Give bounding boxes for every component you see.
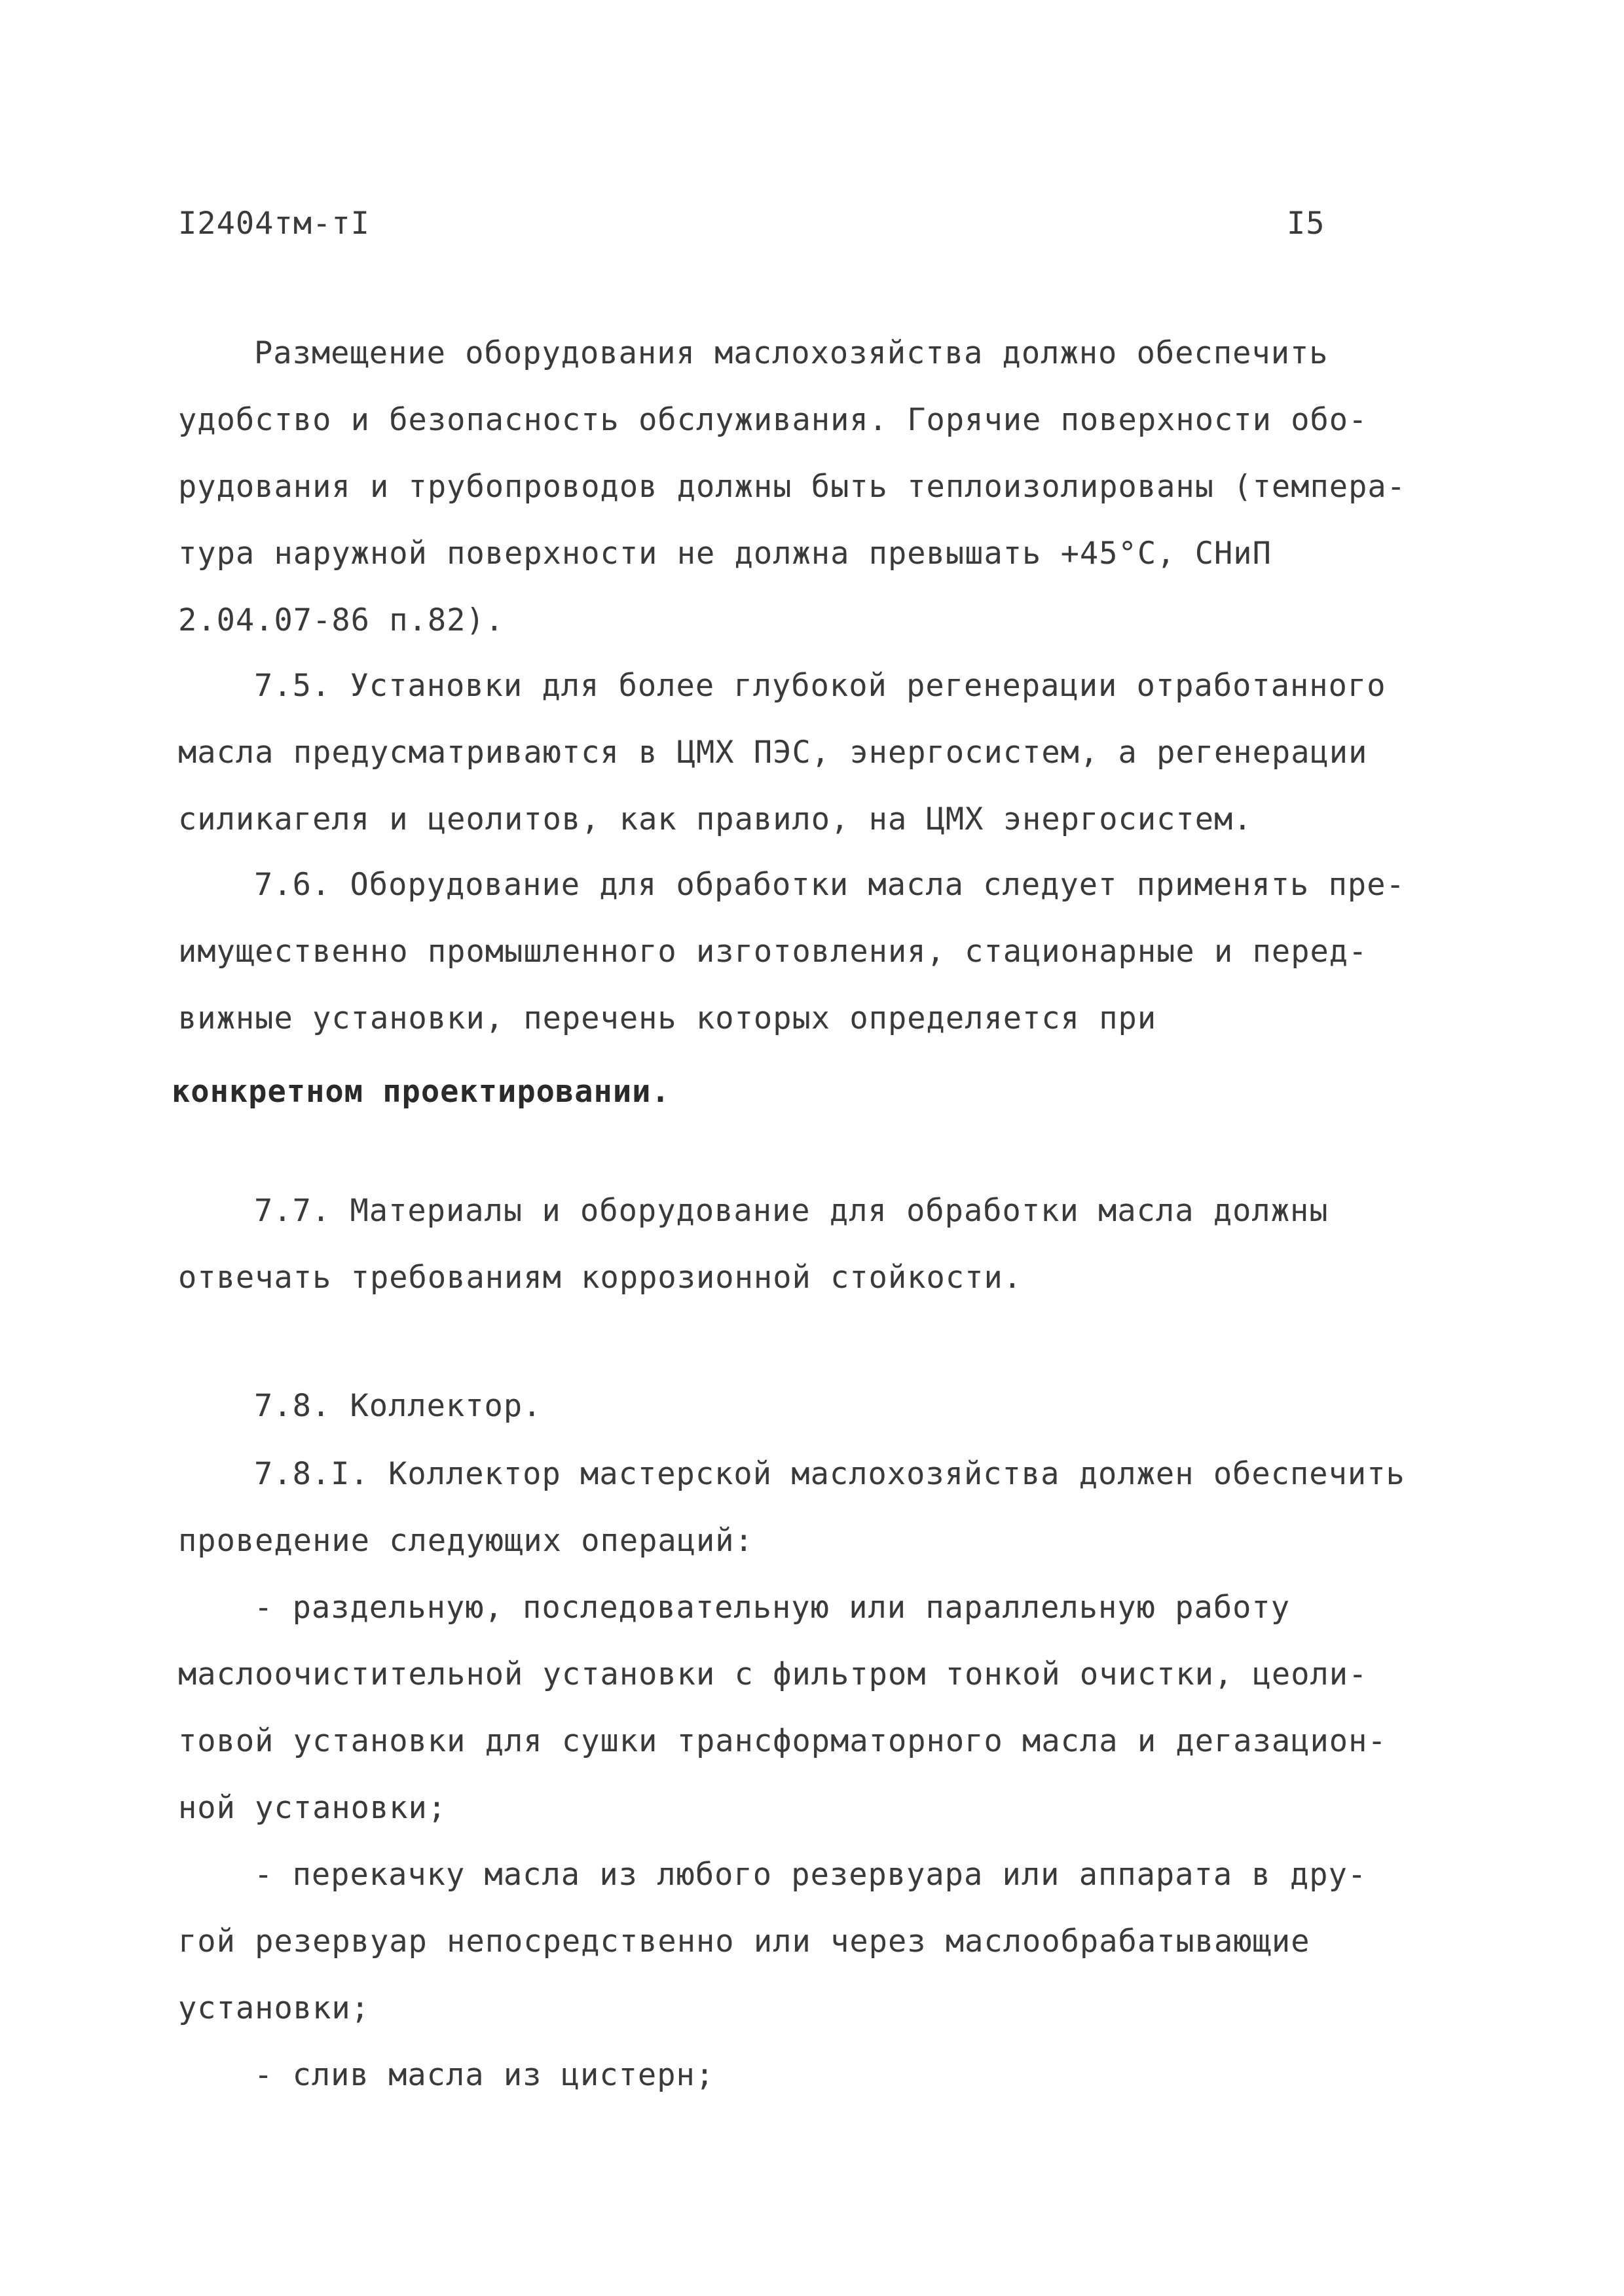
text-line: рудования и трубопроводов должны быть теплоизолированы (темпера- [178,469,1406,505]
text-line: 7.5. Установки для более глубокой регенерации отработанного [254,668,1386,704]
text-line: удобство и безопасность обслуживания. Горячие поверхности обо- [178,402,1368,438]
text-line: вижные установки, перечень которых определяется при [178,1000,1157,1036]
text-line: 7.7. Материалы и оборудование для обработки масла должны [254,1193,1329,1229]
text-line: Размещение оборудования маслохозяйства должно обеспечить [254,335,1329,371]
text-line: установки; [178,1990,370,2026]
text-line: проведение следующих операций: [178,1523,754,1559]
text-line: маслоочистительной установки с фильтром тонкой очистки, цеоли- [178,1656,1368,1692]
text-line: отвечать требованиям коррозионной стойкости. [178,1260,1023,1296]
text-line: масла предусматриваются в ЦМХ ПЭС, энергосистем, а регенерации [178,735,1368,771]
text-line: 2.04.07-86 п.82). [178,602,505,638]
text-line: 7.6. Оборудование для обработки масла следует применять пре- [254,867,1405,903]
text-line: конкретном проектировании. [172,1074,671,1110]
text-line: имущественно промышленного изготовления, стационарные и перед- [178,934,1368,970]
page-number: I5 [1287,206,1325,242]
text-line: 7.8.I. Коллектор мастерской маслохозяйства должен обеспечить [254,1456,1405,1492]
text-line: товой установки для сушки трансформаторного масла и дегазацион- [178,1723,1387,1759]
text-line: гой резервуар непосредственно или через маслообрабатывающие [178,1923,1310,1959]
document-code: I2404тм-тI [178,206,370,242]
section-heading: 7.8. Коллектор. [254,1388,542,1424]
list-item: - раздельную, последовательную или параллельную работу [254,1590,1291,1626]
text-line: тура наружной поверхности не должна превышать +45°С, СНиП [178,536,1272,572]
list-item: - слив масла из цистерн; [254,2057,715,2093]
text-line: ной установки; [178,1790,447,1826]
list-item: - перекачку масла из любого резервуара или аппарата в дру- [254,1857,1367,1893]
text-line: силикагеля и цеолитов, как правило, на ЦМХ энергосистем. [178,801,1253,837]
